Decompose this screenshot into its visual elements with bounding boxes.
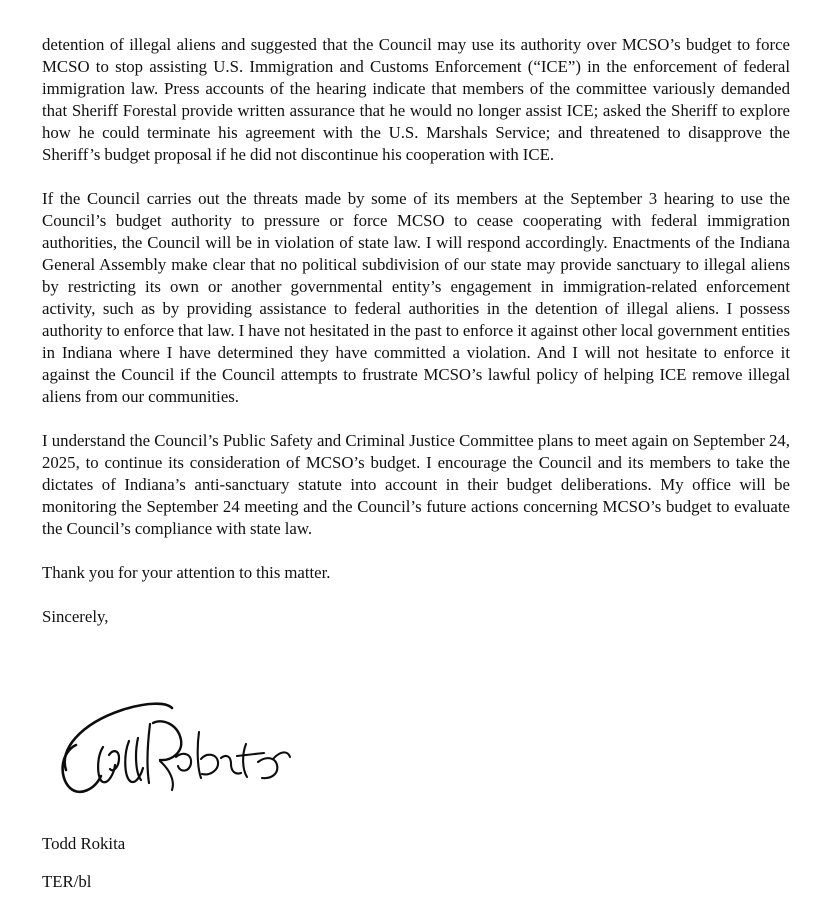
signer-name: Todd Rokita [42,834,126,853]
letter-body [42,34,790,628]
paragraph-1: detention of illegal aliens and suggested that the Council may use its authority over MCSO’s budget to force MCSO to stop assisting U.S. Immigration and Customs Enforcement (“ICE”) in the enforcement of federal immigration law. Press accounts of the hearing indicate that members of the committee variously demanded that Sheriff Forestal provide written assurance that he would no longer assist ICE; asked the Sheriff to explore how he could terminate his agreement with the U.S. Marshals Service; and threatened to disapprove the Sheriff’s budget proposal if he did not discontinue his cooperation with ICE. [42,35,790,164]
reference-initials: TER/bl [42,872,92,891]
paragraph-2: If the Council carries out the threats made by some of its members at the September 3 hearing to use the Council’s budget authority to pressure or force MCSO to cease cooperating with federal immigration authorities, the Council will be in violation of state law. I will respond accordingly. Enactments of the Indiana General Assembly make clear that no political subdivision of our state may provide sanctuary to illegal aliens by restricting its own or another governmental entity’s engagement in immigration-related enforcement activity, such as by providing assistance to federal authorities in the detention of illegal aliens. I possess authority to enforce that law. I have not hesitated in the past to enforce it against other local government entities in Indiana where I have determined they have committed a violation. And I will not hesitate to enforce it against the Council if the Council attempts to frustrate MCSO’s lawful policy of helping ICE remove illegal aliens from our communities. [42,189,790,406]
paragraph-3: I understand the Council’s Public Safety and Criminal Justice Committee plans to meet again on September 24, 2025, to continue its consideration of MCSO’s budget. I encourage the Council and its members to take the dictates of Indiana’s anti-sanctuary statute into account in their budget deliberations. My office will be monitoring the September 24 meeting and the Council’s future actions concerning MCSO’s budget to evaluate the Council’s compliance with state law. [42,431,790,538]
thanks-line: Thank you for your attention to this matter. [42,563,331,582]
signature-image [52,696,292,806]
closing-line: Sincerely, [42,607,109,626]
